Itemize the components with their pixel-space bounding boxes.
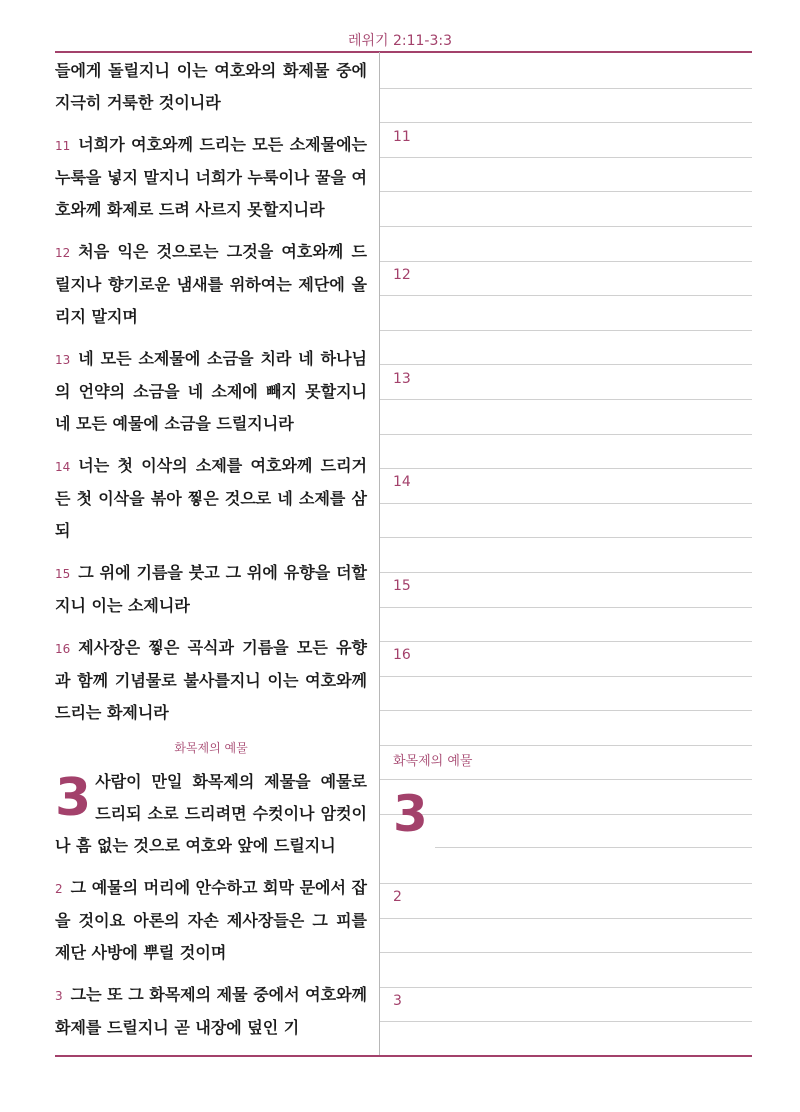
note-verse-label: 11 bbox=[393, 129, 411, 145]
verse-number: 12 bbox=[55, 246, 71, 260]
note-line bbox=[380, 330, 752, 331]
note-line bbox=[380, 88, 752, 89]
note-verse-label: 16 bbox=[393, 647, 411, 663]
note-verse-label: 14 bbox=[393, 474, 411, 490]
note-line bbox=[380, 607, 752, 608]
note-line bbox=[380, 676, 752, 677]
note-line bbox=[380, 779, 752, 780]
note-line bbox=[380, 503, 752, 504]
bottom-rule bbox=[55, 1055, 752, 1057]
verse-paragraph bbox=[55, 872, 367, 969]
note-line bbox=[380, 226, 752, 227]
verse-paragraph bbox=[55, 557, 367, 622]
verse-paragraph bbox=[55, 979, 367, 1044]
note-line bbox=[380, 952, 752, 953]
verse-paragraph bbox=[55, 450, 367, 547]
verse-number: 11 bbox=[55, 139, 71, 153]
note-line bbox=[380, 537, 752, 538]
verse-text: 제사장은 찧은 곡식과 기름을 모든 유향과 함께 기념물로 불사를지니 이는 여호와께 드리는 화제니라 bbox=[55, 638, 367, 722]
note-line bbox=[435, 847, 752, 848]
verse-number: 13 bbox=[55, 353, 71, 367]
note-verse-label: 13 bbox=[393, 371, 411, 387]
verse-paragraph bbox=[55, 236, 367, 333]
note-line bbox=[380, 883, 752, 884]
note-chapter-number: 3 bbox=[393, 785, 428, 843]
note-line bbox=[380, 434, 752, 435]
chapter-opening-paragraph bbox=[55, 766, 367, 862]
notes-column bbox=[380, 53, 752, 1055]
note-line bbox=[380, 572, 752, 573]
page-header: 레위기 2:11-3:3 bbox=[347, 33, 453, 49]
note-line bbox=[380, 918, 752, 919]
scripture-column bbox=[55, 55, 367, 1054]
note-line bbox=[380, 364, 752, 365]
note-line bbox=[380, 814, 752, 815]
verse-text: 처음 익은 것으로는 그것을 여호와께 드릴지나 향기로운 냄새를 위하여는 제단에 올리지 말지며 bbox=[55, 242, 367, 326]
note-line bbox=[380, 641, 752, 642]
note-section-heading: 화목제의 예물 bbox=[393, 754, 473, 769]
chapter-drop-cap: 3 bbox=[55, 768, 92, 828]
verse-paragraph bbox=[55, 343, 367, 440]
note-verse-label: 3 bbox=[393, 993, 402, 1009]
note-verse-label: 12 bbox=[393, 267, 411, 283]
verse-paragraph bbox=[55, 129, 367, 226]
verse-number: 3 bbox=[55, 989, 63, 1003]
continuation-paragraph: 들에게 돌릴지니 이는 여호와의 화제물 중에 지극히 거룩한 것이니라 bbox=[55, 61, 367, 112]
note-line bbox=[380, 122, 752, 123]
verse-text: 너희가 여호와께 드리는 모든 소제물에는 누룩을 넣지 말지니 너희가 누룩이나 꿀을 여호와께 화제로 드려 사르지 못할지니라 bbox=[55, 135, 367, 219]
verse-text: 그는 또 그 화목제의 제물 중에서 여호와께 화제를 드릴지니 곧 내장에 덮인 기 bbox=[55, 985, 367, 1037]
verse-text: 네 모든 소제물에 소금을 치라 네 하나님의 언약의 소금을 네 소제에 빼지 못할지니 네 모든 예물에 소금을 드릴지니라 bbox=[55, 349, 367, 433]
section-heading: 화목제의 예물 bbox=[174, 741, 248, 755]
note-verse-label: 15 bbox=[393, 578, 411, 594]
note-line bbox=[380, 261, 752, 262]
note-line bbox=[380, 157, 752, 158]
verse-number: 2 bbox=[55, 882, 63, 896]
note-line bbox=[380, 399, 752, 400]
note-line bbox=[380, 1021, 752, 1022]
note-line bbox=[380, 191, 752, 192]
verse-text: 그 예물의 머리에 안수하고 회막 문에서 잡을 것이요 아론의 자손 제사장들은 그 피를 제단 사방에 뿌릴 것이며 bbox=[55, 878, 367, 962]
note-line bbox=[380, 745, 752, 746]
verse-text: 사람이 만일 화목제의 제물을 예물로 드리되 소로 드리려면 수컷이나 암컷이나 흠 없는 것으로 여호와 앞에 드릴지니 bbox=[55, 772, 367, 855]
verse-number: 14 bbox=[55, 460, 71, 474]
verse-paragraph bbox=[55, 632, 367, 729]
note-verse-label: 2 bbox=[393, 889, 402, 905]
note-line bbox=[380, 295, 752, 296]
note-line bbox=[380, 468, 752, 469]
note-line bbox=[380, 710, 752, 711]
verse-number: 16 bbox=[55, 642, 71, 656]
verse-text: 너는 첫 이삭의 소제를 여호와께 드리거든 첫 이삭을 볶아 찧은 것으로 네 소제를 삼되 bbox=[55, 456, 367, 540]
note-line bbox=[380, 987, 752, 988]
verse-number: 15 bbox=[55, 567, 71, 581]
verse-text: 그 위에 기름을 붓고 그 위에 유향을 더할지니 이는 소제니라 bbox=[55, 563, 367, 615]
